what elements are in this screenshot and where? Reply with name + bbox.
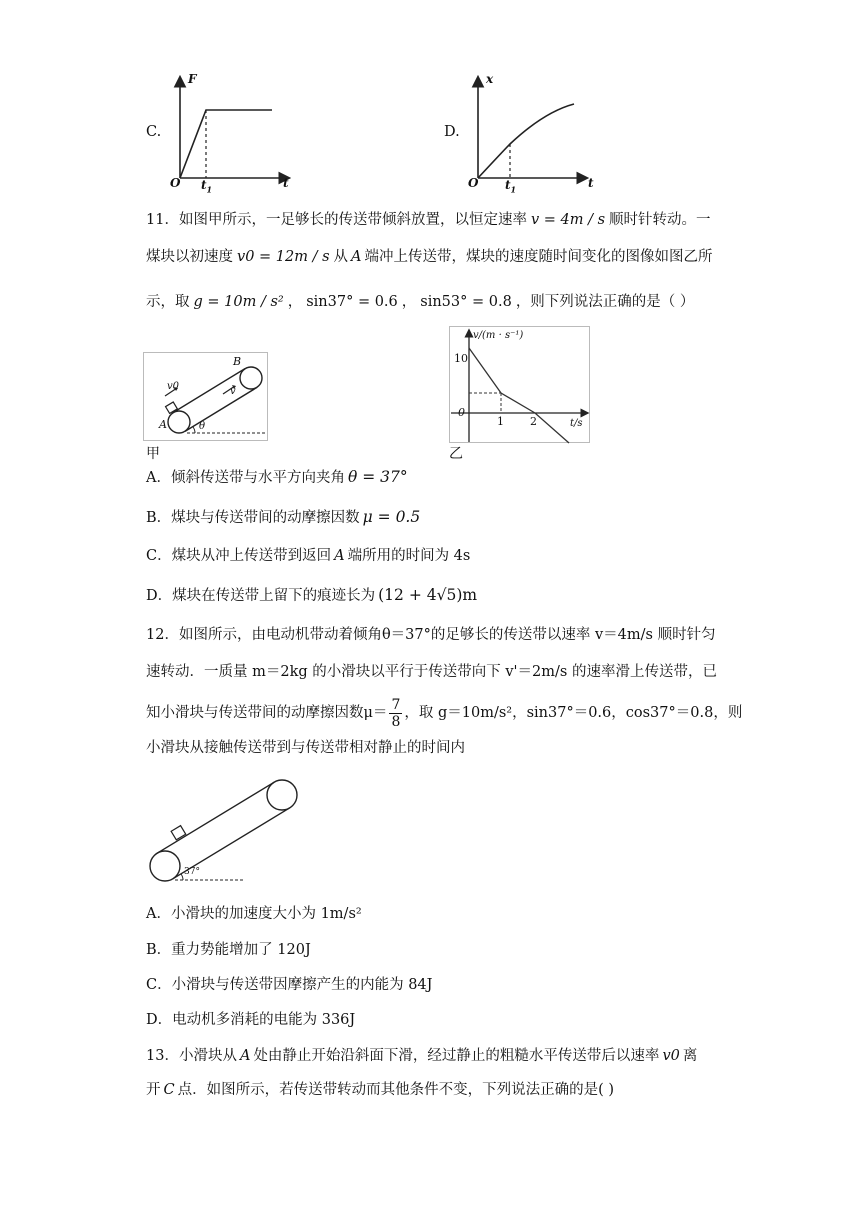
q13-point-a: A: [239, 1048, 251, 1064]
q13-point-c: C: [163, 1082, 175, 1098]
q12-line-3: [146, 696, 742, 730]
q11-yi-x-label: t/s: [570, 418, 583, 429]
q11-jia-label-v: v: [230, 386, 236, 397]
q11-jia-label-a: A: [159, 418, 167, 431]
q11-text: 顺时针转动。一: [609, 212, 711, 228]
q11-option-d-math: (12 + 4√5)m: [378, 586, 478, 604]
q11-option-b-text: B．煤块与传送带间的动摩擦因数: [146, 510, 360, 526]
q11-yi-y-label: v/(m · s⁻¹): [473, 330, 524, 341]
q11-jia-label-v0: v0: [167, 381, 180, 392]
q11-initial-speed: v0 = 12m / s: [237, 249, 330, 265]
q11-line-3: 示，取 g = 10m / s² ， sin37° = 0.6 ， sin53° = 0.8 ，则下列说法正确的是（ ）: [146, 294, 695, 310]
q13-line-2: [146, 1080, 614, 1100]
q11-option-b[interactable]: [146, 507, 420, 528]
q11-jia-label-theta: θ: [199, 421, 206, 432]
graph-d-tick-main: t: [505, 178, 511, 192]
q11-line-1: [146, 210, 711, 230]
q11-yi-tick-0: 0: [458, 406, 465, 419]
graph-c-tick-sub: 1: [206, 184, 213, 195]
q11-sin37: sin37° = 0.6: [306, 294, 398, 310]
q11-text: 端冲上传送带，煤块的速度随时间变化的图像如图乙所: [364, 249, 713, 265]
q12-option-c[interactable]: C．小滑块与传送带因摩擦产生的内能为 84J: [146, 977, 433, 993]
option-d-label: D.: [444, 124, 460, 140]
graph-c-origin: O: [170, 176, 181, 190]
q11-option-c-text: C．煤块从冲上传送带到返回: [146, 548, 332, 564]
q11-text: 11．如图甲所示，一足够长的传送带倾斜放置，以恒定速率: [146, 212, 527, 228]
q12-fraction-denominator: 8: [391, 713, 401, 730]
q11-option-c[interactable]: [146, 546, 470, 566]
q11-text: 煤块以初速度: [146, 249, 233, 265]
q11-speed: v = 4m / s: [530, 212, 606, 228]
q11-option-d[interactable]: [146, 585, 477, 606]
q13-text: 处由静止开始沿斜面下滑，经过静止的粗糙水平传送带后以速率: [253, 1048, 660, 1064]
q11-option-b-math: μ = 0.5: [362, 508, 421, 526]
q11-option-a-text: A．倾斜传送带与水平方向夹角: [146, 470, 345, 486]
graph-d-displacement-time: [466, 70, 596, 194]
q11-option-c-text-2: 端所用的时间为 4s: [347, 548, 471, 564]
q11-option-d-text: D．煤块在传送带上留下的痕迹长为: [146, 588, 376, 604]
q12-line-4: 小滑块从接触传送带到与传送带相对静止的时间内: [146, 740, 465, 756]
q11-sin53: sin53° = 0.8: [420, 294, 512, 310]
q11-yi-tick-1: 1: [497, 415, 504, 428]
q11-line-2: [146, 247, 713, 267]
q11-point-a: A: [351, 249, 362, 265]
q12-friction-fraction: [389, 697, 402, 730]
q11-text: 示，取: [146, 294, 190, 310]
q13-text: 点．如图所示，若传送带转动而其他条件不变，下列说法正确的是( ): [177, 1082, 615, 1098]
q11-option-a-math: θ = 37°: [347, 468, 408, 486]
q12-line-1: 12．如图所示，由电动机带动着倾角θ＝37°的足够长的传送带以速率 v＝4m/s 顺时针匀: [146, 627, 716, 643]
q12-figure-angle-label: 37°: [184, 867, 200, 877]
q13-speed-v0: v0: [662, 1048, 680, 1064]
q11-text: 从: [333, 249, 349, 265]
q11-gravity: g = 10m / s²: [193, 294, 284, 310]
q12-option-a[interactable]: A．小滑块的加速度大小为 1m/s²: [146, 906, 362, 922]
q12-text: 知小滑块与传送带间的动摩擦因数μ＝: [146, 705, 388, 721]
graph-c-y-label: F: [188, 72, 197, 86]
q13-line-1: [146, 1046, 697, 1066]
graph-d-tick: [505, 178, 516, 194]
graph-c-x-label: t: [283, 176, 289, 190]
graph-d-x-label: t: [588, 176, 594, 190]
graph-d-y-label: x: [486, 72, 494, 86]
q11-jia-caption: 甲: [146, 446, 160, 462]
q12-fraction-numerator: 7: [391, 696, 401, 713]
q11-yi-tick-10: 10: [454, 352, 468, 365]
q11-option-c-point-a: A: [334, 548, 345, 564]
q13-text: 13．小滑块从: [146, 1048, 237, 1064]
graph-d-origin: O: [468, 176, 479, 190]
q13-text: 开: [146, 1082, 161, 1098]
q12-option-b[interactable]: B．重力势能增加了 120J: [146, 942, 311, 958]
q12-figure-conveyor: [145, 776, 305, 886]
q13-text: 离: [682, 1048, 698, 1064]
q11-yi-tick-2: 2: [530, 415, 537, 428]
q12-option-d[interactable]: D．电动机多消耗的电能为 336J: [146, 1012, 356, 1028]
graph-c-force-time: [168, 70, 298, 194]
q11-option-a[interactable]: [146, 467, 408, 488]
q12-line-2: 速转动．一质量 m＝2kg 的小滑块以平行于传送带向下 v'＝2m/s 的速率滑上传送带，已: [146, 664, 717, 680]
q12-text: ，取 g＝10m/s²，sin37°＝0.6，cos37°＝0.8，则: [404, 705, 743, 721]
graph-c-tick-main: t: [201, 178, 207, 192]
graph-d-tick-sub: 1: [510, 184, 517, 195]
option-c-label: C.: [146, 124, 162, 140]
graph-c-tick: [201, 178, 212, 194]
q11-yi-caption: 乙: [449, 446, 463, 462]
q11-jia-label-b: B: [233, 355, 242, 368]
q11-text: ，则下列说法正确的是（ ）: [515, 294, 695, 310]
